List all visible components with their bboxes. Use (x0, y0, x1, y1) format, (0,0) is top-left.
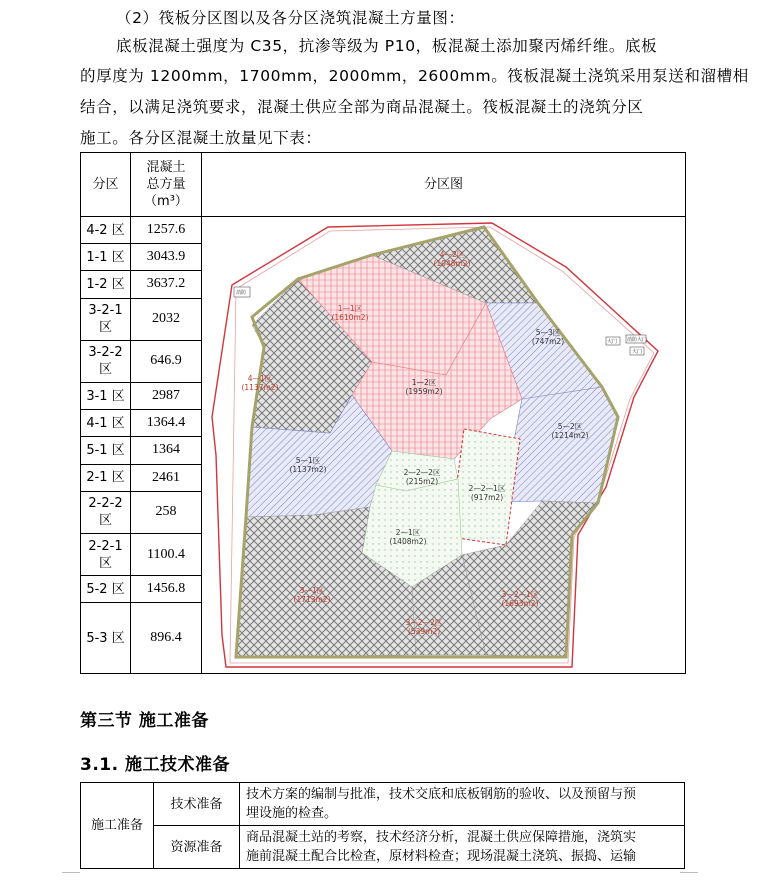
prep-table (80, 782, 685, 869)
zone-name: 3-2-2 区 (81, 340, 131, 382)
zone-volume: 3637.2 (131, 271, 202, 298)
zone-name: 2-1 区 (81, 464, 131, 491)
svg-text:(1713m2): (1713m2) (293, 595, 331, 604)
zone-name: 3-1 区 (81, 383, 131, 410)
zone-volume: 2987 (131, 383, 202, 410)
zone-volume: 3043.9 (131, 244, 202, 271)
volume-header: 混凝土 总方量 （m³） (131, 153, 202, 217)
map-label-3-2-2: 3—2—2区 (405, 618, 443, 627)
svg-text:(1048m2): (1048m2) (433, 259, 471, 268)
map-label-3-1: 3—1区 (299, 586, 325, 595)
svg-text:(1610m2): (1610m2) (331, 313, 369, 322)
zone-name: 2-2-1 区 (81, 534, 131, 576)
svg-text:(1214m2): (1214m2) (551, 431, 589, 440)
gate-tag-left: 消防 (236, 290, 247, 296)
zone-volume: 258 (131, 491, 202, 533)
gate-tag-r3: 大门 (632, 349, 643, 355)
svg-text:(1408m2): (1408m2) (389, 537, 427, 546)
zone-name: 5-3 区 (81, 603, 131, 674)
svg-text:(215m2): (215m2) (405, 477, 439, 486)
map-label-5-1: 5—1区 (295, 456, 321, 465)
map-label-3-2-1: 3—2—1区 (501, 590, 539, 599)
gate-tag-r2: 消防大门 (627, 337, 648, 343)
gate-tag-r1: 大门 (607, 339, 618, 345)
crop-mark (680, 872, 698, 883)
zone-map (202, 217, 685, 673)
zone-volume: 2032 (131, 298, 202, 340)
svg-text:(1693m2): (1693m2) (501, 599, 539, 608)
prep-name: 技术准备 (154, 783, 240, 826)
prep-text: 技术方案的编制与批准，技术交底和底板钢筋的验收、以及预留与预 埋设施的检查。 (240, 783, 685, 826)
zone-name: 1-1 区 (81, 244, 131, 271)
zone-name: 3-2-1 区 (81, 298, 131, 340)
prep-text: 商品混凝土站的考察，技术经济分析，混凝土供应保障措施，浇筑实 施前混凝土配合比检查，原材料检查；现场混凝土浇筑、振捣、运输 (240, 826, 685, 869)
zone-volume: 1364 (131, 437, 202, 464)
zone-name: 4-2 区 (81, 217, 131, 244)
map-label-4-1: 4—1区 (247, 374, 273, 383)
map-label-5-2: 5—2区 (557, 422, 583, 431)
zone-name: 4-1 区 (81, 410, 131, 437)
zone-volume: 1456.8 (131, 576, 202, 603)
map-label-1-1: 1—1区 (337, 304, 363, 313)
zone-volume: 646.9 (131, 340, 202, 382)
svg-text:(539m2): (539m2) (407, 627, 441, 636)
zone-volume: 2461 (131, 464, 202, 491)
prep-group: 施工准备 (81, 783, 154, 869)
map-label-5-3: 5—3区 (535, 328, 561, 337)
intro-line: 的厚度为 1200mm，1700mm，2000mm，2600mm。筏板混凝土浇筑采用泵送和溜槽相 (80, 67, 749, 85)
zone-name: 2-2-2 区 (81, 491, 131, 533)
svg-text:(1959m2): (1959m2) (405, 387, 443, 396)
svg-text:(747m2): (747m2) (531, 337, 565, 346)
zone-name: 1-2 区 (81, 271, 131, 298)
zone-volume: 1364.4 (131, 410, 202, 437)
subsection-title: 3.1. 施工技术准备 (80, 755, 230, 775)
zone-volume-table (80, 152, 686, 674)
map-label-4-2: 4—2区 (439, 250, 465, 259)
map-header: 分区图 (202, 153, 686, 217)
crop-mark (62, 872, 80, 883)
map-label-2-2-1: 2—2—1区 (468, 484, 506, 493)
zone-name: 5-1 区 (81, 437, 131, 464)
svg-text:(1137m2): (1137m2) (241, 383, 279, 392)
intro-line: 施工。各分区混凝土放量见下表： (80, 129, 322, 147)
map-label-2-2-2: 2—2—2区 (403, 468, 441, 477)
zone-volume: 1100.4 (131, 534, 202, 576)
svg-text:(1137m2): (1137m2) (289, 465, 327, 474)
zone-map-cell (202, 217, 686, 674)
zone-header: 分区 (81, 153, 131, 217)
zone-volume: 896.4 (131, 603, 202, 674)
map-label-1-2: 1—2区 (411, 378, 437, 387)
zone-name: 5-2 区 (81, 576, 131, 603)
prep-name: 资源准备 (154, 826, 240, 869)
svg-text:(917m2): (917m2) (470, 493, 504, 502)
map-label-2-1: 2—1区 (395, 528, 421, 537)
zone-volume: 1257.6 (131, 217, 202, 244)
intro-line: 结合，以满足浇筑要求，混凝土供应全部为商品混凝土。筏板混凝土的浇筑分区 (80, 98, 644, 116)
intro-line: （2）筏板分区图以及各分区浇筑混凝土方量图： (116, 9, 465, 27)
intro-line: 底板混凝土强度为 C35，抗渗等级为 P10，板混凝土添加聚丙烯纤维。底板 (116, 37, 658, 55)
section-title: 第三节 施工准备 (80, 711, 209, 731)
